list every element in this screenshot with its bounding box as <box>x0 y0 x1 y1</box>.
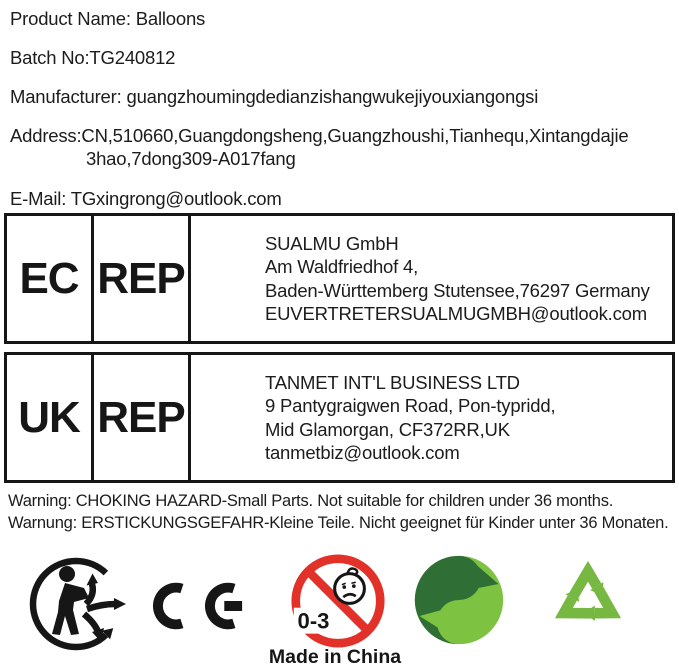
triman-recycling-icon <box>28 554 140 654</box>
uk-rep-email: tanmetbiz@outlook.com <box>265 442 460 463</box>
uk-label: UK <box>7 355 94 480</box>
ec-rep-company: SUALMU GmbH <box>265 232 399 254</box>
uk-rep-label: REP <box>94 355 191 480</box>
ec-rep-city: Baden-Württemberg Stutensee,76297 Germany <box>265 279 650 301</box>
age-warning-0-3-icon <box>290 553 386 649</box>
ec-label: EC <box>7 216 94 341</box>
warnings-block <box>8 491 668 534</box>
green-dot-icon <box>412 553 506 647</box>
product-name-line: Product Name: Balloons <box>10 8 206 29</box>
uk-rep-city: Mid Glamorgan, CF372RR,UK <box>265 418 510 440</box>
made-in-china-label: Made in China <box>268 646 402 668</box>
batch-no-line: Batch No:TG240812 <box>10 47 176 68</box>
address-line-2: 3hao,7dong309-A017fang <box>86 148 296 169</box>
ec-rep-box <box>4 213 675 344</box>
uk-rep-company: TANMET INT'L BUSINESS LTD <box>265 371 520 393</box>
ec-rep-label: REP <box>94 216 191 341</box>
manufacturer-line: Manufacturer: guangzhoumingdedianzishangwukejiyouxiangongsi <box>10 86 539 107</box>
uk-rep-box <box>4 352 675 483</box>
ec-rep-street: Am Waldfriedhof 4, <box>265 256 419 277</box>
age-range-label: 0-3 <box>297 608 330 634</box>
recycle-arrows-icon <box>540 551 636 653</box>
warning-de: Warnung: ERSTICKUNGSGEFAHR-Kleine Teile. Nicht geeignet für Kinder unter 36 Monaten. <box>8 513 669 532</box>
uk-rep-street: 9 Pantygraigwen Road, Pon-typridd, <box>265 395 556 416</box>
uk-rep-address-block <box>191 355 672 480</box>
address-line-1: Address:CN,510660,Guangdongsheng,Guangzhoushi,Tianhequ,Xintangdajie <box>10 125 629 146</box>
baby-face-glyph <box>335 568 365 603</box>
warning-en: Warning: CHOKING HAZARD-Small Parts. Not suitable for children under 36 months. <box>8 492 614 510</box>
ec-rep-address-block <box>191 216 672 341</box>
ec-rep-email: EUVERTRETERSUALMUGMBH@outlook.com <box>265 303 647 324</box>
email-line: E-Mail: TGxingrong@outlook.com <box>10 188 282 209</box>
ce-mark-icon <box>150 562 254 650</box>
